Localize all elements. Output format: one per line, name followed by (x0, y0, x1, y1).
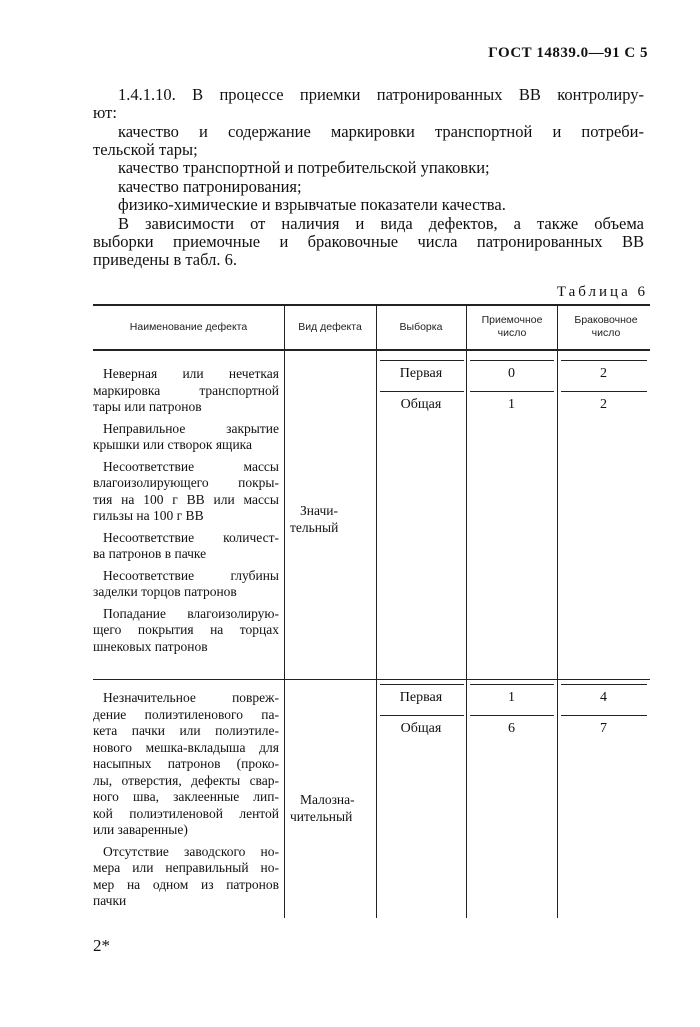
defect-item (93, 568, 279, 601)
accept-value: 1 (508, 397, 515, 412)
body-line: физико-химические и взрывчатые показатели качества. (118, 195, 506, 214)
defect-line: тия на 100 г ВВ или массы (93, 491, 279, 507)
reject-value: 2 (600, 397, 607, 412)
defect-type-line: Малозна- (300, 792, 355, 807)
sample-value: Общая (400, 397, 442, 412)
sample-rule (561, 360, 647, 361)
defect-type-line: чительный (290, 808, 353, 824)
body-line: В зависимости от наличия и вида дефектов, а также объема (118, 214, 644, 233)
reject-value: 4 (600, 690, 607, 705)
group-divider (93, 679, 650, 680)
defect-line: кой полиэтиленовой лентой (93, 805, 279, 821)
defect-line: Несоответствие количест- (103, 529, 279, 545)
defect-line: мера или неправильный но- (93, 860, 279, 875)
defect-line: Незначительное повреж- (103, 690, 279, 705)
sample-rule (380, 360, 464, 361)
defect-item (93, 421, 279, 454)
defect-line: насыпных патронов (проко- (93, 756, 279, 771)
defect-line: Отсутствие заводского но- (103, 843, 279, 859)
defect-line: Несоответствие глубины (103, 567, 279, 583)
sample-rule (470, 715, 554, 716)
defect-type (290, 792, 374, 825)
sample-rule (380, 715, 464, 716)
sample-rule (561, 391, 647, 392)
sample-rule (470, 391, 554, 392)
defect-item (93, 459, 279, 525)
body-line: качество патронирования; (118, 177, 302, 196)
defect-line: ного шва, заклеенные лип- (93, 789, 279, 804)
defect-line: маркировка транспортной (93, 382, 279, 398)
sample-value: Первая (399, 690, 443, 705)
defect-list (93, 690, 279, 915)
sample-rule (561, 715, 647, 716)
body-line: качество и содержание маркировки транспортной и потреби- (118, 122, 644, 141)
body-line: выборки приемочные и браковочные числа патронированных ВВ (93, 232, 644, 251)
sample-rule (561, 684, 647, 685)
defect-line: тары или патронов (93, 399, 202, 414)
sample-rule (380, 684, 464, 685)
defect-line: пачки (93, 893, 127, 908)
body-line: качество транспортной и потребительской упаковки; (118, 158, 490, 177)
defect-type-line: Значи- (300, 503, 338, 518)
defect-line: влагоизолирующего покры- (93, 475, 279, 490)
col-divider (284, 306, 285, 918)
sample-value: Первая (399, 366, 443, 381)
column-header-reject: Браковочное число (574, 314, 638, 339)
defect-line: Неверная или нечеткая (103, 366, 279, 381)
defect-line: Попадание влагоизолирую- (103, 605, 279, 621)
defect-line: щего покрытия на торцах (93, 622, 279, 637)
sample-rule (380, 391, 464, 392)
accept-value: 6 (508, 721, 515, 736)
defect-item (93, 844, 279, 910)
accept-value: 0 (508, 366, 515, 381)
defect-line: лы, отверстия, дефекты свар- (93, 772, 279, 788)
defect-item (93, 366, 279, 416)
sample-rule (470, 684, 554, 685)
defect-line: ва патронов в пачке (93, 546, 207, 561)
defect-list (93, 366, 279, 660)
body-line: тельской тары; (93, 140, 198, 159)
defect-item (93, 606, 279, 656)
defect-line: заделки торцов патронов (93, 584, 237, 599)
defect-item (93, 690, 279, 839)
page-signature: 2* (93, 936, 110, 955)
standard-header: ГОСТ 14839.0—91 С 5 (488, 45, 648, 61)
defect-item (93, 530, 279, 563)
body-line: 1.4.1.10. В процессе приемки патронированных ВВ контролиру- (118, 85, 644, 104)
column-header-sample: Выборка (399, 321, 443, 333)
sample-rule (470, 360, 554, 361)
defect-line: или заваренные) (93, 822, 188, 837)
column-header-defect-type: Вид дефекта (298, 321, 362, 333)
sample-value: Общая (400, 721, 442, 736)
column-header-accept: Приемочное число (481, 314, 543, 339)
defect-line: шнековых патронов (93, 638, 208, 654)
defect-type-line: тельный (290, 519, 339, 535)
body-line: приведены в табл. 6. (93, 250, 237, 269)
reject-value: 7 (600, 721, 607, 736)
defect-line: мер на одном из патронов (93, 876, 279, 892)
table-caption: Таблица 6 (556, 284, 648, 300)
defect-line: нового мешка-вкладыша для (93, 739, 279, 755)
defect-type (290, 503, 374, 536)
table-top-rule (93, 304, 650, 306)
column-header-defect-name: Наименование дефекта (129, 321, 248, 333)
header-bottom-rule (93, 349, 650, 351)
defect-line: кета пачки или полиэтиле- (93, 723, 279, 738)
defect-line: Неправильное закрытие (103, 420, 279, 436)
defect-line: крышки или створок ящика (93, 437, 253, 452)
defect-line: Несоответствие массы (103, 458, 279, 474)
reject-value: 2 (600, 366, 607, 381)
accept-value: 1 (508, 690, 515, 705)
defect-line: дение полиэтиленового па- (93, 706, 279, 722)
body-line: ют: (93, 103, 117, 122)
defect-line: гильзы на 100 г ВВ (93, 508, 204, 523)
